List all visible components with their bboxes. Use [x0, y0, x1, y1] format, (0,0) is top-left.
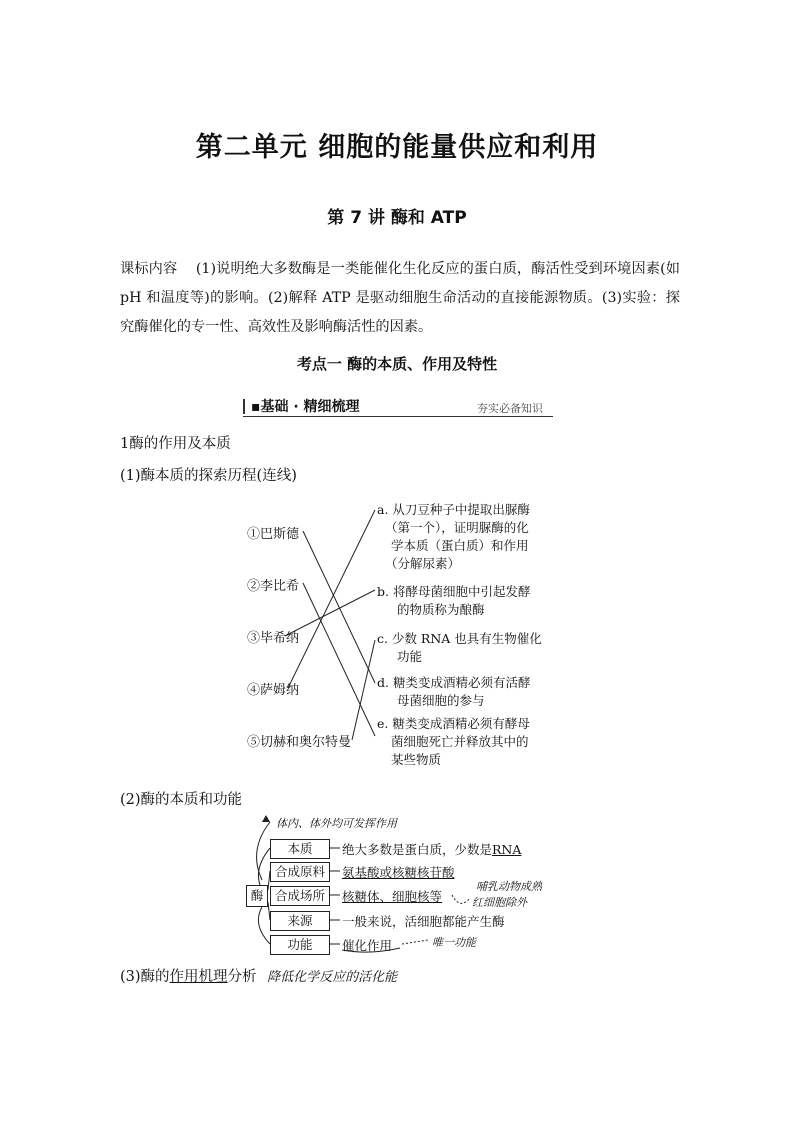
curriculum-label: 课标内容 [120, 261, 178, 277]
banner-label: ▪基础 · 精细梳理 [251, 399, 360, 415]
curriculum-text: (1)说明绝大多数酶是一类能催化生化反应的蛋白质，酶活性受到环境因素(如 pH 和温度等)的影响。(2)解释 ATP 是驱动细胞生命活动的直接能源物质。(3)实验：探究酶催化的专一性、高效性及影响酶活性的因素。 [120, 261, 680, 335]
source-text-a: 一般来说， [342, 914, 405, 929]
kaodian-heading: 考点一 酶的本质、作用及特性 [296, 355, 498, 373]
finding-c-line: 功能 [397, 649, 423, 664]
finding-a-line: a. 从刀豆种子中提取出脲酶 [377, 502, 530, 517]
finding-a-line: 学本质（蛋白质）和作用 [391, 538, 529, 553]
sub3-b: 作用机理 [169, 969, 228, 985]
sub3-handwritten: 降低化学反应的活化能 [267, 970, 398, 985]
finding-e-line: e. 糖类变成酒精必须有酵母 [377, 716, 530, 731]
box-source: 来源 [270, 911, 330, 931]
scientist-5: ⑤切赫和奥尔特曼 [247, 735, 352, 750]
finding-d-line: d. 糖类变成酒精必须有活酵 [377, 675, 531, 690]
source-text-b: 活细胞都能产生酶 [404, 914, 505, 929]
box-function: 功能 [270, 935, 330, 955]
scientist-1: ①巴斯德 [247, 527, 300, 542]
subsection-heading-2: (2)酶的本质和功能 [120, 792, 243, 808]
sub3-c: 分析 [227, 969, 257, 985]
note-function: 唯一功能 [432, 936, 476, 949]
subsection-heading-3 [120, 965, 397, 986]
row-synthesis-site-text [342, 887, 442, 905]
map-center: 酶 [246, 885, 268, 907]
sub3-a: (3)酶的 [120, 969, 170, 985]
row-essence-text [342, 840, 521, 858]
essence-text-b: RNA [492, 842, 522, 857]
finding-c-line: c. 少数 RNA 也具有生物催化 [377, 631, 542, 646]
scientist-2: ②李比希 [247, 579, 300, 594]
finding-a-line: （分解尿素） [385, 556, 461, 571]
note-top: 体内、体外均可发挥作用 [276, 817, 397, 830]
finding-b-line: 的物质称为酿酶 [397, 602, 485, 617]
synthesis-site-text: 核糖体、细胞核等 [342, 889, 443, 904]
finding-b-line: b. 将酵母菌细胞中引起发酵 [377, 584, 531, 599]
section-heading-1: 1酶的作用及本质 [120, 436, 231, 452]
essence-text-a: 绝大多数是蛋白质，少数是 [342, 842, 493, 857]
scientist-4: ④萨姆纳 [247, 683, 300, 698]
map-arc-5 [258, 907, 270, 944]
map-arrow-head [262, 815, 270, 822]
row-function-text: 催化作用 [342, 938, 393, 953]
note-arrow-2 [402, 940, 428, 944]
finding-a-line: （第一个），证明脲酶的化 [385, 520, 529, 535]
note-right-1: 哺乳动物成熟 [476, 880, 542, 893]
box-raw-material: 合成原料 [270, 862, 330, 882]
finding-e-line: 菌细胞死亡并释放其中的 [391, 734, 529, 749]
row-source-text [342, 912, 505, 930]
box-synthesis-site: 合成场所 [270, 886, 330, 906]
note-right-2: 红细胞除外 [472, 896, 527, 909]
subsection-heading-1: (1)酶本质的探索历程(连线) [120, 468, 297, 484]
lecture-title: 第 7 讲 酶和 ATP [327, 208, 467, 228]
box-essence: 本质 [270, 839, 330, 859]
scientist-3: ③毕希纳 [247, 631, 300, 646]
unit-title: 第二单元 细胞的能量供应和利用 [195, 132, 599, 163]
banner-tag: 夯实必备知识 [477, 402, 543, 415]
finding-e-line: 某些物质 [391, 752, 442, 767]
note-arrow-1 [452, 895, 470, 903]
finding-d-line: 母菌细胞的参与 [397, 693, 485, 708]
row-raw-material-text: 氨基酸或核糖核苷酸 [342, 865, 455, 880]
